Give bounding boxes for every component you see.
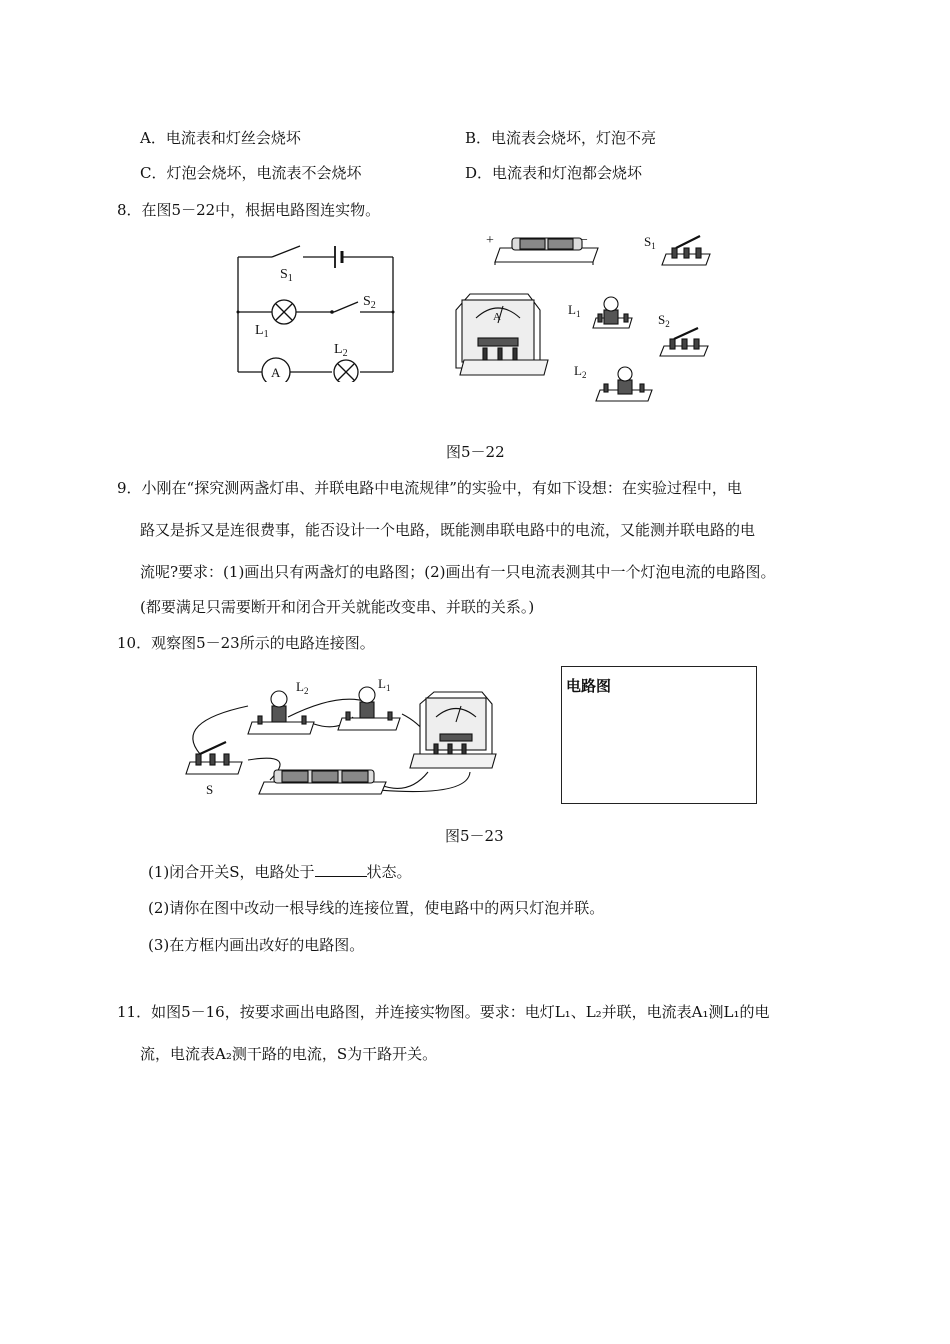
l2-component-label: $L_2$ bbox=[574, 363, 587, 380]
question-10-sub1: (1)闭合开关S，电路处于 状态。 bbox=[148, 863, 412, 881]
l1-photo-label: $L_1$ bbox=[378, 676, 391, 693]
s1-component-label: $S_1$ bbox=[644, 234, 656, 251]
s2-label: $S_2$ bbox=[363, 294, 376, 311]
question-10-sub2: (2)请你在图中改动一根导线的连接位置，使电路中的两只灯泡并联。 bbox=[148, 899, 605, 917]
question-9-line4: (都要满足只需要断开和闭合开关就能改变串、并联的关系。) bbox=[140, 598, 535, 616]
question-11-line1: 11．如图5－16，按要求画出电路图，并连接实物图。要求：电灯L₁、L₂并联，电流表A₁测L₁的电 bbox=[117, 1003, 770, 1021]
figure-caption-5-22: 图5－22 bbox=[446, 443, 505, 461]
physical-circuit-5-23 bbox=[178, 672, 508, 802]
question-10: 10．观察图5－23所示的电路连接图。 bbox=[117, 634, 375, 652]
question-11-line2: 流，电流表A₂测干路的电流，S为干路开关。 bbox=[140, 1045, 438, 1063]
answer-box-label: 电路图 bbox=[566, 677, 612, 695]
figure-caption-5-23: 图5－23 bbox=[445, 827, 504, 845]
question-8: 8．在图5－22中，根据电路图连实物。 bbox=[117, 201, 381, 219]
l2-photo-label: $L_2$ bbox=[296, 679, 309, 696]
question-9-line3: 流呢?要求：(1)画出只有两盏灯的电路图；(2)画出有一只电流表测其中一个灯泡电流的电路图。 bbox=[140, 563, 776, 581]
svg-text:A: A bbox=[493, 311, 501, 323]
fill-in-blank[interactable] bbox=[315, 862, 367, 877]
l2-label: $L_2$ bbox=[334, 342, 348, 359]
option-d: D．电流表和灯泡都会烧坏 bbox=[465, 164, 643, 182]
physical-components-5-22 bbox=[448, 228, 728, 408]
l1-component-label: $L_1$ bbox=[568, 302, 581, 319]
circuit-answer-box[interactable] bbox=[561, 666, 757, 804]
option-c: C．灯泡会烧坏，电流表不会烧坏 bbox=[140, 164, 362, 182]
battery-minus-label: − bbox=[580, 233, 588, 248]
ammeter-label: A bbox=[271, 365, 281, 380]
question-10-sub3: (3)在方框内画出改好的电路图。 bbox=[148, 936, 365, 954]
s1-label: $S_1$ bbox=[280, 267, 293, 284]
question-9-line1: 9．小刚在“探究测两盏灯串、并联电路中电流规律”的实验中，有如下设想：在实验过程中，电 bbox=[117, 479, 742, 497]
question-9-line2: 路又是拆又是连很费事，能否设计一个电路，既能测串联电路中的电流，又能测并联电路的电 bbox=[140, 521, 756, 539]
battery-plus-label: + bbox=[486, 233, 494, 248]
circuit-diagram-5-22 bbox=[230, 232, 410, 382]
option-a: A．电流表和灯丝会烧坏 bbox=[140, 129, 301, 147]
s2-component-label: $S_2$ bbox=[658, 312, 670, 329]
option-b: B．电流表会烧坏，灯泡不亮 bbox=[465, 129, 657, 147]
l1-label: $L_1$ bbox=[255, 323, 269, 340]
switch-s-label: S bbox=[206, 782, 214, 797]
